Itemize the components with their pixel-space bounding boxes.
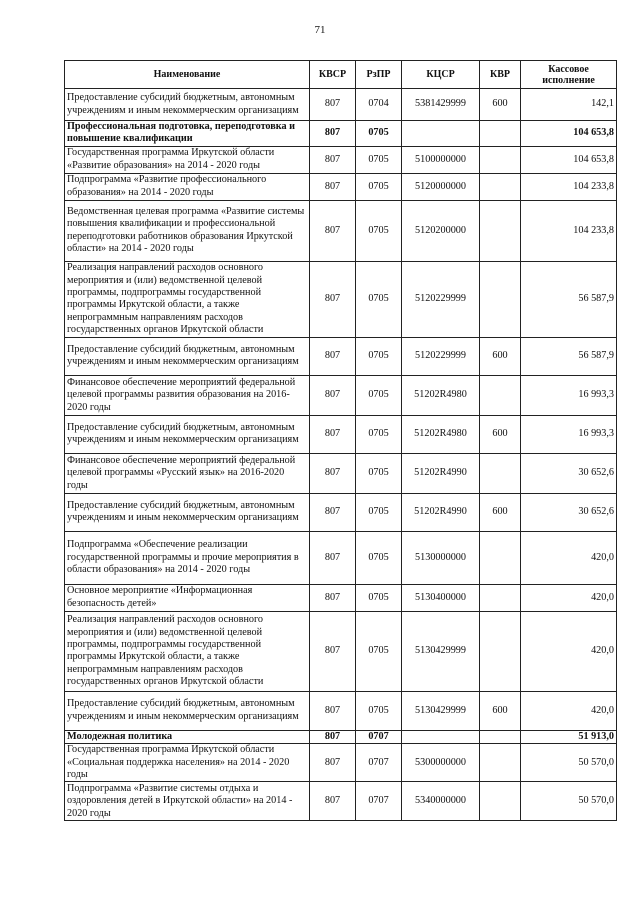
row-kvsr-cell: 807	[310, 531, 356, 584]
row-kvsr-cell: 807	[310, 375, 356, 415]
row-rzpr-cell: 0705	[356, 337, 402, 375]
table-row	[65, 375, 617, 415]
row-kcsr-cell: 5130400000	[402, 584, 480, 611]
row-name-cell: Предоставление субсидий бюджетным, автономным учреждениям и иным некоммерческим организациям	[65, 493, 310, 531]
row-kcsr-cell: 5120229999	[402, 337, 480, 375]
row-kcsr-cell: 51202R4980	[402, 375, 480, 415]
row-rzpr-cell: 0705	[356, 584, 402, 611]
table-row	[65, 146, 617, 173]
row-sum-cell: 104 653,8	[521, 146, 617, 173]
row-name-cell: Профессиональная подготовка, переподготовка и повышение квалификации	[65, 121, 310, 147]
row-kcsr-cell: 5300000000	[402, 744, 480, 782]
row-kcsr-cell: 51202R4980	[402, 415, 480, 453]
row-sum-cell: 30 652,6	[521, 453, 617, 493]
row-kcsr-cell: 5130000000	[402, 531, 480, 584]
row-rzpr-cell: 0707	[356, 744, 402, 782]
row-sum-cell: 56 587,9	[521, 261, 617, 337]
row-kcsr-cell: 5120229999	[402, 261, 480, 337]
row-rzpr-cell: 0705	[356, 200, 402, 261]
row-sum-cell: 420,0	[521, 611, 617, 691]
row-rzpr-cell: 0704	[356, 89, 402, 121]
row-kcsr-cell: 5120000000	[402, 173, 480, 200]
row-kvsr-cell: 807	[310, 89, 356, 121]
row-kcsr-cell: 5381429999	[402, 89, 480, 121]
row-sum-cell: 420,0	[521, 691, 617, 730]
row-sum-cell: 51 913,0	[521, 730, 617, 743]
row-kvr-cell: 600	[480, 337, 521, 375]
row-kvsr-cell: 807	[310, 453, 356, 493]
row-sum-cell: 420,0	[521, 531, 617, 584]
row-kvr-cell	[480, 782, 521, 821]
row-sum-cell: 16 993,3	[521, 375, 617, 415]
header-kvr: КВР	[480, 61, 521, 89]
row-kvr-cell	[480, 261, 521, 337]
row-kvsr-cell: 807	[310, 584, 356, 611]
row-rzpr-cell: 0705	[356, 691, 402, 730]
row-rzpr-cell: 0705	[356, 493, 402, 531]
row-kvsr-cell: 807	[310, 121, 356, 147]
row-kvr-cell: 600	[480, 691, 521, 730]
table-row	[65, 730, 617, 743]
row-kcsr-cell: 5340000000	[402, 782, 480, 821]
page-number: 71	[314, 24, 326, 36]
row-rzpr-cell: 0705	[356, 531, 402, 584]
row-kvr-cell	[480, 375, 521, 415]
row-sum-cell: 104 233,8	[521, 200, 617, 261]
row-kcsr-cell	[402, 730, 480, 743]
row-name-cell: Реализация направлений расходов основного мероприятия и (или) ведомственной целевой программы, подпрограммы государственной программы Иркутской области, а также непрограммным направлениям расходов государственных органов Иркутской области	[65, 611, 310, 691]
row-sum-cell: 30 652,6	[521, 493, 617, 531]
row-kvsr-cell: 807	[310, 146, 356, 173]
row-kvsr-cell: 807	[310, 730, 356, 743]
row-kvr-cell	[480, 531, 521, 584]
row-kcsr-cell	[402, 121, 480, 147]
row-kvr-cell	[480, 173, 521, 200]
table-row	[65, 493, 617, 531]
row-kvr-cell	[480, 453, 521, 493]
table-row	[65, 200, 617, 261]
row-kvr-cell: 600	[480, 493, 521, 531]
row-kvr-cell	[480, 146, 521, 173]
table-row	[65, 415, 617, 453]
header-sum: Кассовое исполнение	[521, 61, 617, 89]
row-rzpr-cell: 0705	[356, 375, 402, 415]
header-kcsr: КЦСР	[402, 61, 480, 89]
row-kvr-cell	[480, 611, 521, 691]
row-name-cell: Предоставление субсидий бюджетным, автономным учреждениям и иным некоммерческим организациям	[65, 691, 310, 730]
row-sum-cell: 142,1	[521, 89, 617, 121]
table-row	[65, 89, 617, 121]
row-kcsr-cell: 5130429999	[402, 691, 480, 730]
row-sum-cell: 50 570,0	[521, 744, 617, 782]
row-kvsr-cell: 807	[310, 493, 356, 531]
table-row	[65, 531, 617, 584]
table-header-row	[65, 61, 617, 89]
row-kvr-cell	[480, 744, 521, 782]
row-kvsr-cell: 807	[310, 200, 356, 261]
row-kvr-cell	[480, 584, 521, 611]
row-kvr-cell	[480, 730, 521, 743]
table-row	[65, 337, 617, 375]
row-sum-cell: 420,0	[521, 584, 617, 611]
row-name-cell: Предоставление субсидий бюджетным, автономным учреждениям и иным некоммерческим организациям	[65, 89, 310, 121]
row-kvr-cell	[480, 200, 521, 261]
row-name-cell: Подпрограмма «Развитие системы отдыха и оздоровления детей в Иркутской области» на 2014 - 2020 годы	[65, 782, 310, 821]
table-row	[65, 173, 617, 200]
row-name-cell: Подпрограмма «Обеспечение реализации государственной программы и прочие мероприятия в области образования» на 2014 - 2020 годы	[65, 531, 310, 584]
row-name-cell: Реализация направлений расходов основного мероприятия и (или) ведомственной целевой программы, подпрограммы государственной программы Иркутской области, а также непрограммным направлениям расходов государственных органов Иркутской области	[65, 261, 310, 337]
row-rzpr-cell: 0705	[356, 453, 402, 493]
row-name-cell: Финансовое обеспечение мероприятий федеральной целевой программы «Русский язык» на 2016-2020 годы	[65, 453, 310, 493]
row-rzpr-cell: 0705	[356, 173, 402, 200]
row-sum-cell: 50 570,0	[521, 782, 617, 821]
row-sum-cell: 104 653,8	[521, 121, 617, 147]
table-row	[65, 691, 617, 730]
header-kvsr: КВСР	[310, 61, 356, 89]
row-name-cell: Финансовое обеспечение мероприятий федеральной целевой программы развития образования на 2016-2020 годы	[65, 375, 310, 415]
row-name-cell: Подпрограмма «Развитие профессионального образования» на 2014 - 2020 годы	[65, 173, 310, 200]
row-name-cell: Молодежная политика	[65, 730, 310, 743]
row-name-cell: Ведомственная целевая программа «Развитие системы повышения квалификации и профессиональной переподготовки работников образования Иркутской области» на 2014 - 2020 годы	[65, 200, 310, 261]
row-rzpr-cell: 0705	[356, 121, 402, 147]
row-sum-cell: 104 233,8	[521, 173, 617, 200]
row-kvr-cell	[480, 121, 521, 147]
row-name-cell: Государственная программа Иркутской области «Социальная поддержка населения» на 2014 - 2020 годы	[65, 744, 310, 782]
table-row	[65, 744, 617, 782]
row-kvsr-cell: 807	[310, 173, 356, 200]
header-name: Наименование	[65, 61, 310, 89]
row-sum-cell: 16 993,3	[521, 415, 617, 453]
row-rzpr-cell: 0705	[356, 415, 402, 453]
table-row	[65, 782, 617, 821]
row-kvsr-cell: 807	[310, 337, 356, 375]
row-rzpr-cell: 0707	[356, 730, 402, 743]
row-kvsr-cell: 807	[310, 744, 356, 782]
row-name-cell: Государственная программа Иркутской области «Развитие образования» на 2014 - 2020 годы	[65, 146, 310, 173]
row-name-cell: Предоставление субсидий бюджетным, автономным учреждениям и иным некоммерческим организациям	[65, 337, 310, 375]
row-rzpr-cell: 0705	[356, 261, 402, 337]
table-row	[65, 584, 617, 611]
row-kcsr-cell: 51202R4990	[402, 453, 480, 493]
row-name-cell: Предоставление субсидий бюджетным, автономным учреждениям и иным некоммерческим организациям	[65, 415, 310, 453]
row-kcsr-cell: 5130429999	[402, 611, 480, 691]
table-body	[65, 89, 617, 821]
row-rzpr-cell: 0705	[356, 146, 402, 173]
row-kvsr-cell: 807	[310, 782, 356, 821]
table-row	[65, 261, 617, 337]
row-name-cell: Основное мероприятие «Информационная безопасность детей»	[65, 584, 310, 611]
table-row	[65, 121, 617, 147]
row-kcsr-cell: 51202R4990	[402, 493, 480, 531]
table-row	[65, 611, 617, 691]
header-rzpr: РзПР	[356, 61, 402, 89]
row-rzpr-cell: 0705	[356, 611, 402, 691]
row-kvsr-cell: 807	[310, 691, 356, 730]
budget-table	[64, 60, 617, 821]
row-sum-cell: 56 587,9	[521, 337, 617, 375]
table-row	[65, 453, 617, 493]
row-kvsr-cell: 807	[310, 415, 356, 453]
row-kvsr-cell: 807	[310, 261, 356, 337]
row-kcsr-cell: 5120200000	[402, 200, 480, 261]
row-kvsr-cell: 807	[310, 611, 356, 691]
row-kcsr-cell: 5100000000	[402, 146, 480, 173]
row-kvr-cell: 600	[480, 415, 521, 453]
row-kvr-cell: 600	[480, 89, 521, 121]
row-rzpr-cell: 0707	[356, 782, 402, 821]
